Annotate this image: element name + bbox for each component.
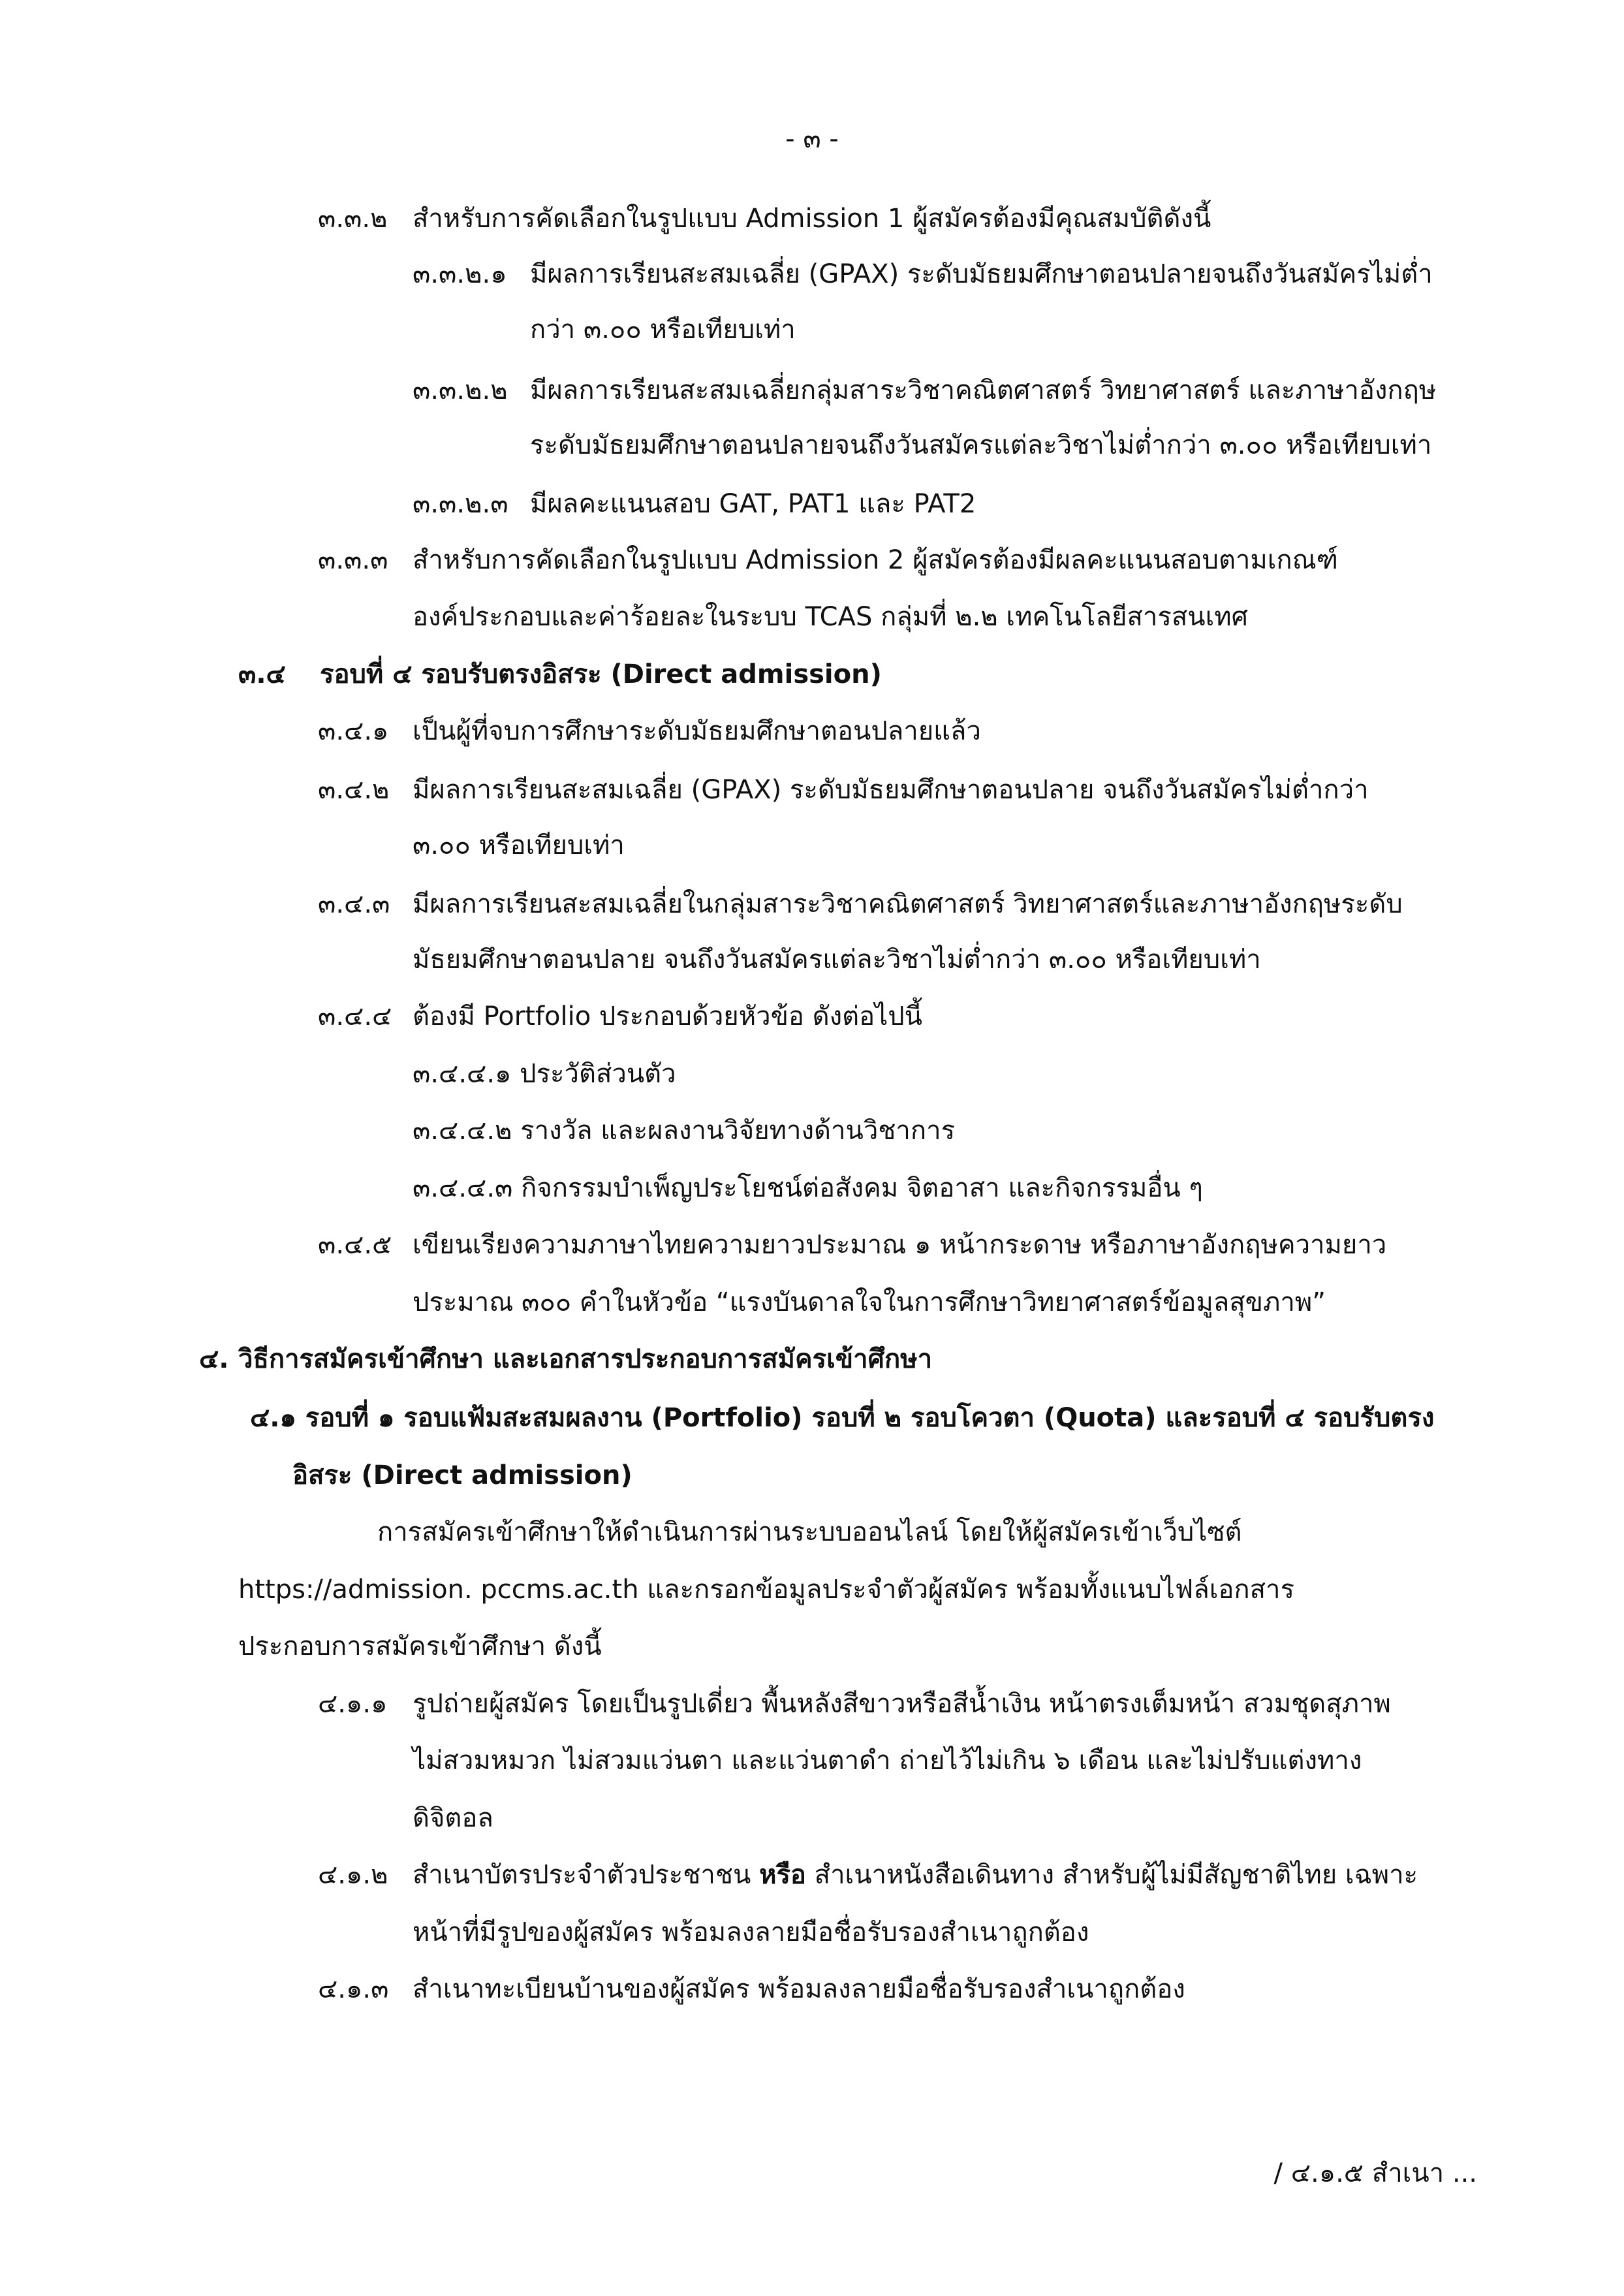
continuation-line: ดิจิตอล: [413, 1803, 493, 1833]
item-text: มีผลคะแนนสอบ GAT, PAT1 และ PAT2: [530, 489, 976, 519]
item-text: สำหรับการคัดเลือกในรูปแบบ Admission 1 ผู้สมัครต้องมีคุณสมบัติดังนี้: [413, 204, 1211, 234]
item-3-4-1: [318, 718, 981, 744]
item-text: สำเนาทะเบียนบ้านของผู้สมัคร พร้อมลงลายมือชื่อรับรองสำเนาถูกต้อง: [413, 1974, 1185, 2004]
item-number: ๓.๔.๔: [318, 1001, 392, 1031]
item-text: มีผลการเรียนสะสมเฉลี่ย (GPAX) ระดับมัธยมศึกษาตอนปลาย จนถึงวันสมัครไม่ต่ำกว่า: [413, 775, 1369, 805]
page-number: - ๓ -: [785, 124, 839, 154]
item-text: เขียนเรียงความภาษาไทยความยาวประมาณ ๑ หน้ากระดาษ หรือภาษาอังกฤษความยาว: [413, 1230, 1387, 1260]
paragraph-line: การสมัครเข้าศึกษาให้ดำเนินการผ่านระบบออนไลน์ โดยให้ผู้สมัครเข้าเว็บไซต์: [377, 1517, 1242, 1547]
section-4-1-heading-cont: อิสระ (Direct admission): [292, 1460, 632, 1490]
item-text-bold: หรือ: [759, 1860, 806, 1890]
item-4-1-3: [318, 1976, 1185, 2002]
item-3-4-3: [318, 891, 1403, 917]
section-title: วิธีการสมัครเข้าศึกษา และเอกสารประกอบการสมัครเข้าศึกษา: [238, 1344, 933, 1374]
item-number: ๔.๑.๒: [318, 1860, 388, 1890]
continuation-line: ๓.๐๐ หรือเทียบเท่า: [413, 830, 625, 860]
item-number: ๓.๓.๒: [318, 204, 388, 234]
item-text: รูปถ่ายผู้สมัคร โดยเป็นรูปเดี่ยว พื้นหลังสีขาวหรือสีน้ำเงิน หน้าตรงเต็มหน้า สวมชุดสุภาพ: [413, 1689, 1391, 1719]
item-text: มีผลการเรียนสะสมเฉลี่ยในกลุ่มสาระวิชาคณิตศาสตร์ วิทยาศาสตร์และภาษาอังกฤษระดับ: [413, 889, 1403, 919]
item-4-1-2: [318, 1862, 1418, 1888]
item-number: ๓.๓.๒.๒: [413, 375, 508, 405]
item-number: ๔.๑.๓: [318, 1974, 389, 2004]
item-number: ๓.๓.๓: [318, 545, 388, 575]
item-number: ๓.๔.๒: [318, 775, 390, 805]
item-3-3-2-1: [413, 261, 1433, 287]
paragraph-line: ประกอบการสมัครเข้าศึกษา ดังนี้: [238, 1631, 602, 1661]
paragraph-line: https://admission. pccms.ac.th และกรอกข้อมูลประจำตัวผู้สมัคร พร้อมทั้งแนบไฟล์เอกสาร: [238, 1575, 1294, 1605]
item-number: ๓.๓.๒.๓: [413, 489, 508, 519]
section-4-heading: [199, 1346, 932, 1372]
section-3-4-heading: [238, 661, 882, 687]
section-number: ๓.๔: [238, 659, 286, 689]
item-3-3-2: [318, 206, 1211, 232]
item-number: ๔.๑.๑: [318, 1689, 388, 1719]
item-number: ๓.๔.๕: [318, 1230, 392, 1260]
item-3-4-2: [318, 777, 1369, 803]
item-text: ต้องมี Portfolio ประกอบด้วยหัวข้อ ดังต่อไปนี้: [413, 1001, 923, 1031]
item-number: ๓.๔.๑: [318, 716, 389, 746]
section-number: ๔.: [199, 1344, 229, 1374]
item-number: ๓.๓.๒.๑: [413, 259, 507, 289]
item-number: ๓.๔.๓: [318, 889, 390, 919]
item-3-4-4-3: ๓.๔.๔.๓ กิจกรรมบำเพ็ญประโยชน์ต่อสังคม จิตอาสา และกิจกรรมอื่น ๆ: [413, 1173, 1203, 1203]
item-3-3-3: [318, 547, 1338, 573]
item-text: มีผลการเรียนสะสมเฉลี่ยกลุ่มสาระวิชาคณิตศาสตร์ วิทยาศาสตร์ และภาษาอังกฤษ: [530, 375, 1437, 405]
continuation-line: หน้าที่มีรูปของผู้สมัคร พร้อมลงลายมือชื่อรับรองสำเนาถูกต้อง: [413, 1917, 1089, 1947]
section-4-1-heading: ๔.๑ รอบที่ ๑ รอบแฟ้มสะสมผลงาน (Portfolio) รอบที่ ๒ รอบโควตา (Quota) และรอบที่ ๔ รอบรับตรง: [250, 1403, 1435, 1433]
item-3-4-4: [318, 1003, 922, 1030]
item-3-4-4-2: ๓.๔.๔.๒ รางวัล และผลงานวิจัยทางด้านวิชาการ: [413, 1116, 956, 1146]
continuation-line: กว่า ๓.๐๐ หรือเทียบเท่า: [530, 315, 796, 345]
item-text: สำเนาบัตรประจำตัวประชาชน: [413, 1860, 760, 1890]
item-3-3-2-3: [413, 491, 976, 517]
item-3-3-2-2: [413, 377, 1436, 403]
item-text: สำเนาหนังสือเดินทาง สำหรับผู้ไม่มีสัญชาติไทย เฉพาะ: [805, 1860, 1418, 1890]
section-title: รอบที่ ๔ รอบรับตรงอิสระ (Direct admission): [320, 659, 882, 689]
continuation-line: ระดับมัธยมศึกษาตอนปลายจนถึงวันสมัครแต่ละวิชาไม่ต่ำกว่า ๓.๐๐ หรือเทียบเท่า: [530, 430, 1432, 460]
continuation-line: ประมาณ ๓๐๐ คำในหัวข้อ “แรงบันดาลใจในการศึกษาวิทยาศาสตร์ข้อมูลสุขภาพ”: [413, 1287, 1326, 1317]
page-continuation-footer: / ๔.๑.๕ สำเนา ...: [1273, 2158, 1477, 2188]
item-text: สำหรับการคัดเลือกในรูปแบบ Admission 2 ผู้สมัครต้องมีผลคะแนนสอบตามเกณฑ์: [413, 545, 1338, 575]
item-3-4-5: [318, 1232, 1386, 1258]
item-text: มีผลการเรียนสะสมเฉลี่ย (GPAX) ระดับมัธยมศึกษาตอนปลายจนถึงวันสมัครไม่ต่ำ: [530, 259, 1433, 289]
continuation-line: องค์ประกอบและค่าร้อยละในระบบ TCAS กลุ่มที่ ๒.๒ เทคโนโลยีสารสนเทศ: [413, 602, 1249, 632]
item-text: เป็นผู้ที่จบการศึกษาระดับมัธยมศึกษาตอนปลายแล้ว: [413, 716, 981, 746]
item-4-1-1: [318, 1691, 1391, 1717]
continuation-line: มัธยมศึกษาตอนปลาย จนถึงวันสมัครแต่ละวิชาไม่ต่ำกว่า ๓.๐๐ หรือเทียบเท่า: [413, 945, 1261, 975]
item-3-4-4-1: ๓.๔.๔.๑ ประวัติส่วนตัว: [413, 1059, 676, 1089]
continuation-line: ไม่สวมหมวก ไม่สวมแว่นตา และแว่นตาดำ ถ่ายไว้ไม่เกิน ๖ เดือน และไม่ปรับแต่งทาง: [413, 1746, 1362, 1776]
